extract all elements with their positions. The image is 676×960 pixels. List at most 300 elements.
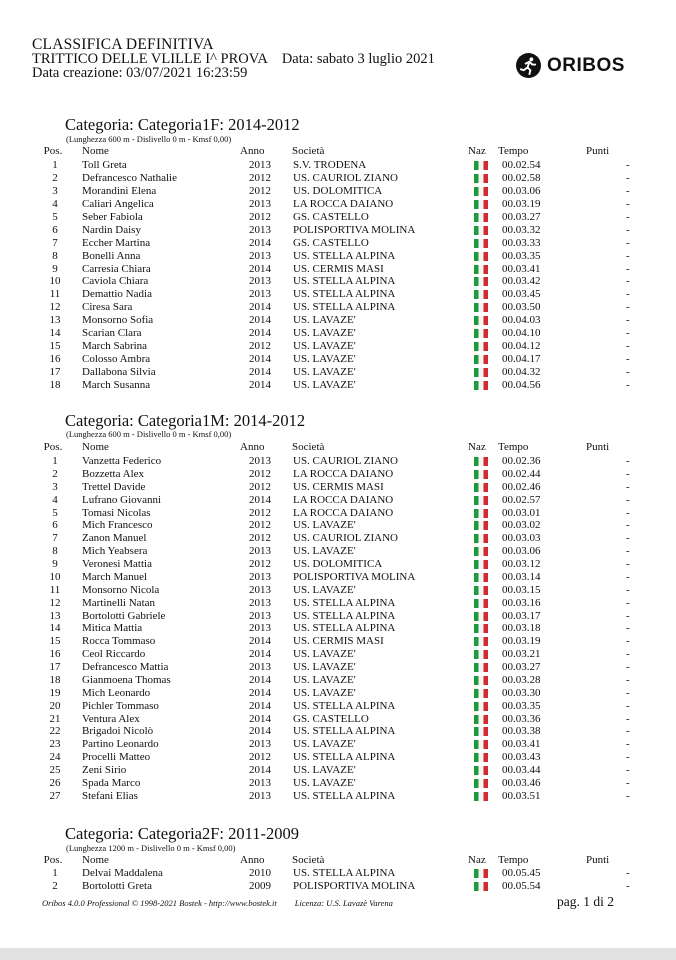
cell-club: US. STELLA ALPINA [293,790,396,802]
cell-time: 00.03.16 [502,597,541,609]
cell-name: Pichler Tommaso [82,700,159,712]
cell-club: US. STELLA ALPINA [293,700,396,712]
header-name: Nome [82,145,109,157]
cell-name: Mich Francesco [82,519,153,531]
cell-name: Colosso Ambra [82,353,151,365]
table-row [0,764,676,777]
cell-club: US. CERMIS MASI [293,263,384,275]
cell-club: US. LAVAZE' [293,327,356,339]
cell-name: Morandini Elena [82,185,157,197]
italy-flag-icon [474,650,488,659]
italy-flag-icon [474,612,488,621]
header-year: Anno [240,145,265,157]
cell-club: POLISPORTIVA MOLINA [293,224,416,236]
italy-flag-icon [474,239,488,248]
cell-time: 00.03.19 [502,635,541,647]
cell-points: - [626,468,630,480]
cell-points: - [626,867,630,879]
cell-year: 2012 [249,172,271,184]
cell-club: US. CAURIOL ZIANO [293,172,399,184]
cell-pos: 21 [49,713,61,725]
cell-name: Caliari Angelica [82,198,154,210]
cell-name: Delvai Maddalena [82,867,163,879]
cell-pos: 12 [49,301,61,313]
cell-name: Lufrano Giovanni [82,494,162,506]
cell-club: US. LAVAZE' [293,648,356,660]
cell-points: - [626,622,630,634]
cell-points: - [626,237,630,249]
cell-year: 2012 [249,211,271,223]
document-title: CLASSIFICA DEFINITIVA [32,36,214,53]
cell-pos: 5 [52,507,58,519]
cell-year: 2014 [249,700,271,712]
cell-year: 2010 [249,867,271,879]
cell-pos: 7 [52,237,58,249]
italy-flag-icon [474,702,488,711]
cell-time: 00.03.15 [502,584,541,596]
cell-pos: 27 [49,790,61,802]
italy-flag-icon [474,342,488,351]
cell-club: US. LAVAZE' [293,366,356,378]
cell-points: - [626,751,630,763]
event-date: Data: sabato 3 luglio 2021 [281,51,435,67]
table-row [0,622,676,635]
header-points: Punti [586,854,610,866]
cell-club: US. CAURIOL ZIANO [293,532,399,544]
document-header [32,38,435,80]
cell-pos: 13 [49,610,61,622]
cell-time: 00.03.44 [502,764,541,776]
cell-time: 00.03.35 [502,700,541,712]
category-title: Categoria: Categoria1M: 2014-2012 [65,411,306,430]
oribos-logo [516,53,625,78]
italy-flag-icon [474,779,488,788]
header-points: Punti [586,145,610,157]
cell-points: - [626,713,630,725]
table-row [0,172,676,185]
cell-year: 2013 [249,571,271,583]
column-headers [0,145,676,158]
cell-club: LA ROCCA DAIANO [293,494,394,506]
table-row [0,661,676,674]
italy-flag-icon [474,368,488,377]
table-row [0,237,676,250]
table-row [0,738,676,751]
category-title: Categoria: Categoria1F: 2014-2012 [65,115,300,134]
cell-pos: 2 [52,172,58,184]
header-pos: Pos. [43,854,63,866]
italy-flag-icon [474,676,488,685]
cell-year: 2013 [249,545,271,557]
cell-pos: 1 [52,867,58,879]
cell-club: US. STELLA ALPINA [293,288,396,300]
column-headers [0,441,676,454]
cell-club: US. LAVAZE' [293,314,356,326]
cell-points: - [626,327,630,339]
cell-pos: 15 [49,635,61,647]
italy-flag-icon [474,470,488,479]
cell-club: US. LAVAZE' [293,584,356,596]
cell-year: 2013 [249,250,271,262]
cell-name: Defrancesco Nathalie [82,172,177,184]
italy-flag-icon [474,187,488,196]
cell-club: US. LAVAZE' [293,379,356,391]
cell-name: Bortolotti Gabriele [82,610,166,622]
footer [42,898,393,908]
cell-name: Dallabona Silvia [82,366,156,378]
cell-year: 2014 [249,764,271,776]
italy-flag-icon [474,521,488,530]
cell-year: 2012 [249,751,271,763]
cell-year: 2014 [249,314,271,326]
cell-name: Ceol Riccardo [82,648,146,660]
cell-points: - [626,301,630,313]
cell-name: Eccher Martina [82,237,151,249]
header-club: Società [292,145,325,157]
cell-club: LA ROCCA DAIANO [293,198,394,210]
cell-year: 2013 [249,790,271,802]
cell-pos: 23 [49,738,61,750]
italy-flag-icon [474,381,488,390]
header-pos: Pos. [43,441,63,453]
cell-points: - [626,571,630,583]
cell-year: 2013 [249,198,271,210]
cell-year: 2014 [249,237,271,249]
cell-pos: 16 [49,353,61,365]
table-row [0,880,676,893]
cell-club: US. STELLA ALPINA [293,301,396,313]
italy-flag-icon [474,290,488,299]
cell-time: 00.02.57 [502,494,541,506]
cell-pos: 25 [49,764,61,776]
italy-flag-icon [474,663,488,672]
cell-name: Zeni Sirio [82,764,127,776]
footer-software: Oribos 4.0.0 Professional © 1998-2021 Bostek - http://www.bostek.it [42,898,277,908]
table-row [0,250,676,263]
table-row [0,353,676,366]
runner-icon [516,53,541,78]
cell-pos: 2 [52,880,58,892]
cell-time: 00.03.43 [502,751,541,763]
cell-pos: 22 [49,725,61,737]
table-row [0,301,676,314]
cell-points: - [626,224,630,236]
cell-time: 00.03.42 [502,275,541,287]
cell-year: 2013 [249,159,271,171]
table-row [0,288,676,301]
cell-club: US. STELLA ALPINA [293,867,396,879]
cell-club: GS. CASTELLO [293,237,369,249]
cell-time: 00.04.56 [502,379,541,391]
cell-name: Mitica Mattia [82,622,143,634]
cell-points: - [626,584,630,596]
cell-name: Scarian Clara [82,327,142,339]
cell-time: 00.03.02 [502,519,541,531]
italy-flag-icon [474,161,488,170]
italy-flag-icon [474,573,488,582]
page-number: pag. 1 di 2 [557,894,614,909]
cell-pos: 4 [52,494,58,506]
cell-year: 2014 [249,635,271,647]
cell-name: Partino Leonardo [82,738,159,750]
italy-flag-icon [474,200,488,209]
category-title: Categoria: Categoria2F: 2011-2009 [65,824,300,843]
cell-year: 2014 [249,263,271,275]
cell-time: 00.03.03 [502,532,541,544]
cell-name: Procelli Matteo [82,751,151,763]
cell-year: 2014 [249,327,271,339]
italy-flag-icon [474,226,488,235]
cell-time: 00.03.27 [502,661,541,673]
table-row [0,185,676,198]
cell-club: US. STELLA ALPINA [293,597,396,609]
cell-name: Mich Leonardo [82,687,151,699]
cell-points: - [626,314,630,326]
cell-pos: 16 [49,648,61,660]
cell-time: 00.04.03 [502,314,541,326]
cell-pos: 18 [49,674,61,686]
italy-flag-icon [474,252,488,261]
cell-club: US. CERMIS MASI [293,481,384,493]
table-row [0,275,676,288]
cell-year: 2013 [249,584,271,596]
cell-pos: 13 [49,314,61,326]
cell-time: 00.03.14 [502,571,541,583]
cell-name: Seber Fabiola [82,211,143,223]
cell-points: - [626,764,630,776]
cell-club: US. LAVAZE' [293,340,356,352]
cell-points: - [626,545,630,557]
cell-year: 2013 [249,777,271,789]
cell-pos: 8 [52,250,58,262]
cell-time: 00.04.17 [502,353,541,365]
cell-club: GS. CASTELLO [293,211,369,223]
cell-club: US. LAVAZE' [293,687,356,699]
italy-flag-icon [474,599,488,608]
table-row [0,545,676,558]
cell-points: - [626,777,630,789]
table-row [0,674,676,687]
cell-time: 00.02.58 [502,172,541,184]
cell-name: Mich Yeabsera [82,545,148,557]
cell-pos: 10 [49,571,61,583]
table-row [0,584,676,597]
italy-flag-icon [474,547,488,556]
cell-name: March Sabrina [82,340,148,352]
cell-year: 2014 [249,725,271,737]
cell-points: - [626,790,630,802]
cell-club: US. STELLA ALPINA [293,250,396,262]
cell-pos: 20 [49,700,61,712]
cell-pos: 7 [52,532,58,544]
cell-pos: 15 [49,340,61,352]
cell-club: US. LAVAZE' [293,545,356,557]
cell-time: 00.03.50 [502,301,541,313]
italy-flag-icon [474,277,488,286]
italy-flag-icon [474,715,488,724]
italy-flag-icon [474,303,488,312]
cell-year: 2014 [249,301,271,313]
italy-flag-icon [474,882,488,891]
italy-flag-icon [474,753,488,762]
cell-club: LA ROCCA DAIANO [293,468,394,480]
cell-pos: 14 [49,622,61,634]
header-pos: Pos. [43,145,63,157]
cell-club: US. LAVAZE' [293,777,356,789]
cell-time: 00.05.45 [502,867,541,879]
cell-club: US. CAURIOL ZIANO [293,455,399,467]
italy-flag-icon [474,329,488,338]
cell-points: - [626,725,630,737]
header-naz: Naz [468,854,486,866]
cell-time: 00.03.41 [502,263,541,275]
cell-pos: 2 [52,468,58,480]
cell-pos: 3 [52,481,58,493]
italy-flag-icon [474,766,488,775]
cell-year: 2013 [249,455,271,467]
cell-time: 00.03.18 [502,622,541,634]
cell-time: 00.04.12 [502,340,541,352]
cell-name: Gianmoena Thomas [82,674,171,686]
cell-year: 2014 [249,366,271,378]
cell-name: Martinelli Natan [82,597,156,609]
cell-club: GS. CASTELLO [293,713,369,725]
cell-points: - [626,648,630,660]
cell-club: US. STELLA ALPINA [293,751,396,763]
cell-club: US. STELLA ALPINA [293,622,396,634]
cell-points: - [626,366,630,378]
cell-points: - [626,494,630,506]
cell-pos: 17 [49,366,61,378]
cell-year: 2009 [249,880,271,892]
cell-year: 2013 [249,738,271,750]
table-row [0,159,676,172]
italy-flag-icon [474,624,488,633]
cell-points: - [626,379,630,391]
header-name: Nome [82,854,109,866]
cell-pos: 5 [52,211,58,223]
header-time: Tempo [498,441,529,453]
cell-pos: 1 [52,159,58,171]
cell-pos: 12 [49,597,61,609]
italy-flag-icon [474,509,488,518]
cell-club: US. STELLA ALPINA [293,725,396,737]
cell-points: - [626,353,630,365]
cell-year: 2014 [249,648,271,660]
table-row [0,314,676,327]
italy-flag-icon [474,457,488,466]
cell-points: - [626,635,630,647]
cell-points: - [626,700,630,712]
cell-pos: 14 [49,327,61,339]
cell-time: 00.03.32 [502,224,541,236]
cell-name: Vanzetta Federico [82,455,162,467]
cell-time: 00.02.44 [502,468,541,480]
cell-club: US. DOLOMITICA [293,185,383,197]
cell-pos: 6 [52,519,58,531]
table-row [0,687,676,700]
cell-name: March Susanna [82,379,151,391]
cell-points: - [626,275,630,287]
cell-name: Bonelli Anna [82,250,141,262]
table-row [0,648,676,661]
italy-flag-icon [474,792,488,801]
italy-flag-icon [474,496,488,505]
header-time: Tempo [498,145,529,157]
header-year: Anno [240,854,265,866]
table-row [0,211,676,224]
cell-year: 2012 [249,558,271,570]
table-row [0,519,676,532]
cell-name: Trettel Davide [82,481,146,493]
italy-flag-icon [474,727,488,736]
cell-club: US. LAVAZE' [293,353,356,365]
cell-name: Bortolotti Greta [82,880,152,892]
header-naz: Naz [468,145,486,157]
table-row [0,571,676,584]
italy-flag-icon [474,637,488,646]
category-subtitle: (Lunghezza 1200 m - Dislivello 0 m - Kmsf 0,00) [66,843,236,853]
cell-points: - [626,661,630,673]
cell-year: 2012 [249,340,271,352]
table-row [0,597,676,610]
table-row [0,867,676,880]
event-name: TRITTICO DELLE VLILLE I^ PROVA [32,51,268,67]
table-row [0,468,676,481]
header-club: Società [292,854,325,866]
cell-year: 2013 [249,224,271,236]
cell-points: - [626,340,630,352]
cell-time: 00.04.10 [502,327,541,339]
cell-points: - [626,159,630,171]
cell-time: 00.03.19 [502,198,541,210]
italy-flag-icon [474,869,488,878]
cell-name: Nardin Daisy [82,224,141,236]
creation-date: Data creazione: 03/07/2021 16:23:59 [32,65,248,81]
cell-name: Bozzetta Alex [82,468,145,480]
cell-year: 2013 [249,288,271,300]
cell-club: US. LAVAZE' [293,661,356,673]
cell-club: POLISPORTIVA MOLINA [293,880,416,892]
cell-points: - [626,263,630,275]
cell-time: 00.03.45 [502,288,541,300]
cell-pos: 18 [49,379,61,391]
cell-time: 00.03.30 [502,687,541,699]
table-row [0,558,676,571]
cell-name: Monsorno Sofia [82,314,154,326]
cell-name: Spada Marco [82,777,141,789]
italy-flag-icon [474,483,488,492]
cell-year: 2012 [249,507,271,519]
cell-year: 2014 [249,353,271,365]
cell-points: - [626,185,630,197]
cell-time: 00.03.06 [502,185,541,197]
cell-year: 2012 [249,532,271,544]
cell-time: 00.02.54 [502,159,541,171]
table-row [0,198,676,211]
cell-year: 2014 [249,674,271,686]
cell-points: - [626,250,630,262]
table-row [0,455,676,468]
cell-points: - [626,519,630,531]
table-row [0,340,676,353]
cell-points: - [626,211,630,223]
cell-time: 00.03.17 [502,610,541,622]
cell-name: March Manuel [82,571,148,583]
cell-points: - [626,198,630,210]
cell-pos: 17 [49,661,61,673]
table-row [0,700,676,713]
